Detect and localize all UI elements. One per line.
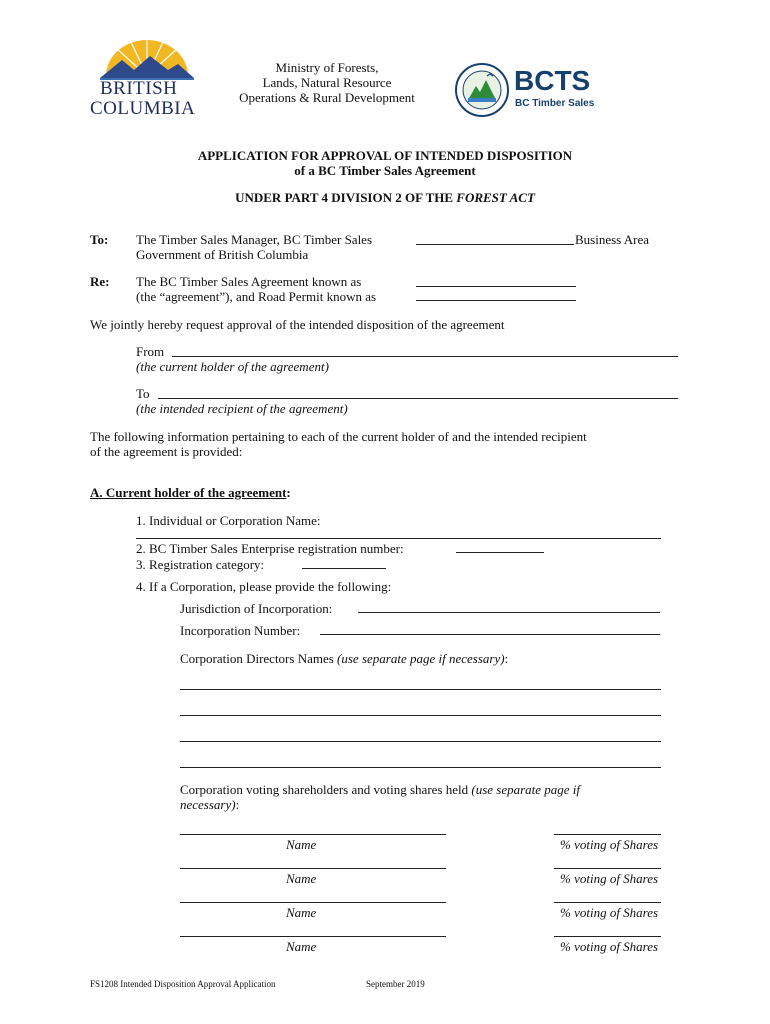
form-title — [0, 148, 770, 178]
shareholders-note-1: (use separate page if — [471, 782, 581, 797]
to-recipient-label: To — [136, 386, 150, 401]
directors-label — [180, 651, 508, 667]
bcts-logo-tagline: BC Timber Sales — [515, 98, 595, 109]
to-recipient-field[interactable] — [158, 398, 678, 399]
shareholders-text: Corporation voting shareholders and voting shares held — [180, 782, 472, 797]
shareholder-name-caption-1: Name — [286, 837, 317, 852]
to-recipient-note: (the intended recipient of the agreement) — [136, 401, 348, 416]
directors-note: (use separate page if necessary) — [337, 651, 505, 666]
re-line-1: The BC Timber Sales Agreement known as — [136, 274, 362, 289]
footer-date: September 2019 — [366, 979, 425, 989]
shareholders-line-2 — [180, 797, 670, 812]
bcts-seal-icon — [454, 62, 510, 118]
shareholder-shares-field-2[interactable] — [554, 868, 661, 869]
ministry-line-2: Lands, Natural Resource — [262, 75, 392, 90]
to-line-2: Government of British Columbia — [136, 247, 309, 262]
shareholders-colon: : — [235, 797, 240, 812]
directors-label-text: Corporation Directors Names — [180, 651, 338, 666]
director-name-field-2[interactable] — [180, 715, 661, 716]
section-a-heading-text: A. Current holder of the agreement — [90, 485, 287, 500]
item-2-label: 2. BC Timber Sales Enterprise registration number: — [136, 541, 404, 556]
registration-number-field[interactable] — [456, 552, 544, 553]
shareholder-shares-field-1[interactable] — [554, 834, 661, 835]
director-name-field-4[interactable] — [180, 767, 661, 768]
re-line-2: (the “agreement”), and Road Permit known as — [136, 289, 377, 304]
shareholders-line-1 — [180, 782, 670, 797]
title-act-line — [0, 190, 770, 206]
ministry-name — [214, 60, 440, 105]
title-act-italic: FOREST ACT — [456, 190, 535, 205]
item-1-label: 1. Individual or Corporation Name: — [136, 513, 321, 528]
section-a-heading — [90, 485, 291, 501]
ministry-line-3: Operations & Rural Development — [239, 90, 415, 105]
shareholder-shares-field-4[interactable] — [554, 936, 661, 937]
shareholder-shares-field-3[interactable] — [554, 902, 661, 903]
shareholder-name-caption-4: Name — [286, 939, 317, 954]
item-3-label: 3. Registration category: — [136, 557, 265, 572]
title-act-prefix: UNDER PART 4 DIVISION 2 OF THE — [235, 190, 457, 205]
info-paragraph — [90, 429, 587, 459]
info-line-2: of the agreement is provided: — [90, 444, 243, 459]
shareholder-shares-caption-3: % voting of Shares — [560, 905, 659, 920]
agreement-name-field[interactable] — [416, 286, 576, 287]
to-label: To: — [90, 232, 109, 247]
bc-logo — [86, 38, 208, 119]
request-intro: We jointly hereby request approval of the intended disposition of the agreement — [90, 317, 505, 332]
from-label: From — [136, 344, 165, 359]
from-note: (the current holder of the agreement) — [136, 359, 329, 374]
title-line-2: of a BC Timber Sales Agreement — [294, 163, 476, 178]
bcts-logo-word: BCTS — [514, 65, 591, 96]
shareholder-name-field-1[interactable] — [180, 834, 446, 835]
jurisdiction-field[interactable] — [358, 612, 660, 613]
bc-logo-line1: BRITISH — [100, 78, 178, 99]
item-4-label: 4. If a Corporation, please provide the following: — [136, 579, 392, 594]
incorporation-number-label: Incorporation Number: — [180, 623, 301, 638]
incorporation-number-field[interactable] — [320, 634, 660, 635]
shareholders-label — [180, 782, 670, 812]
shareholder-shares-caption-4: % voting of Shares — [560, 939, 659, 954]
to-line-1-prefix: The Timber Sales Manager, BC Timber Sales — [136, 232, 373, 247]
title-line-1: APPLICATION FOR APPROVAL OF INTENDED DISPOSITION — [197, 148, 573, 163]
registration-category-field[interactable] — [302, 568, 386, 569]
director-name-field-3[interactable] — [180, 741, 661, 742]
shareholder-shares-caption-1: % voting of Shares — [560, 837, 659, 852]
corporation-name-field[interactable] — [136, 538, 661, 539]
ministry-line-1: Ministry of Forests, — [275, 60, 379, 75]
shareholder-name-field-4[interactable] — [180, 936, 446, 937]
directors-colon: : — [504, 651, 509, 666]
from-field[interactable] — [172, 356, 678, 357]
shareholder-name-field-3[interactable] — [180, 902, 446, 903]
info-line-1: The following information pertaining to each of the current holder of and the intended recipient — [90, 429, 587, 444]
jurisdiction-label: Jurisdiction of Incorporation: — [180, 601, 333, 616]
business-area-field[interactable] — [416, 244, 574, 245]
shareholders-note-2: necessary) — [180, 797, 236, 812]
to-line-1-suffix: Business Area — [575, 232, 650, 247]
shareholder-name-caption-3: Name — [286, 905, 317, 920]
shareholder-shares-caption-2: % voting of Shares — [560, 871, 659, 886]
bc-sun-mountain-icon — [86, 38, 208, 80]
shareholder-name-caption-2: Name — [286, 871, 317, 886]
bcts-logo — [454, 62, 614, 122]
road-permit-field[interactable] — [416, 300, 576, 301]
shareholder-name-field-2[interactable] — [180, 868, 446, 869]
footer-form-id: FS1208 Intended Disposition Approval Application — [90, 979, 276, 989]
bc-logo-line2: COLUMBIA — [90, 98, 196, 119]
section-a-heading-colon: : — [286, 485, 291, 500]
director-name-field-1[interactable] — [180, 689, 661, 690]
re-label: Re: — [90, 274, 110, 289]
